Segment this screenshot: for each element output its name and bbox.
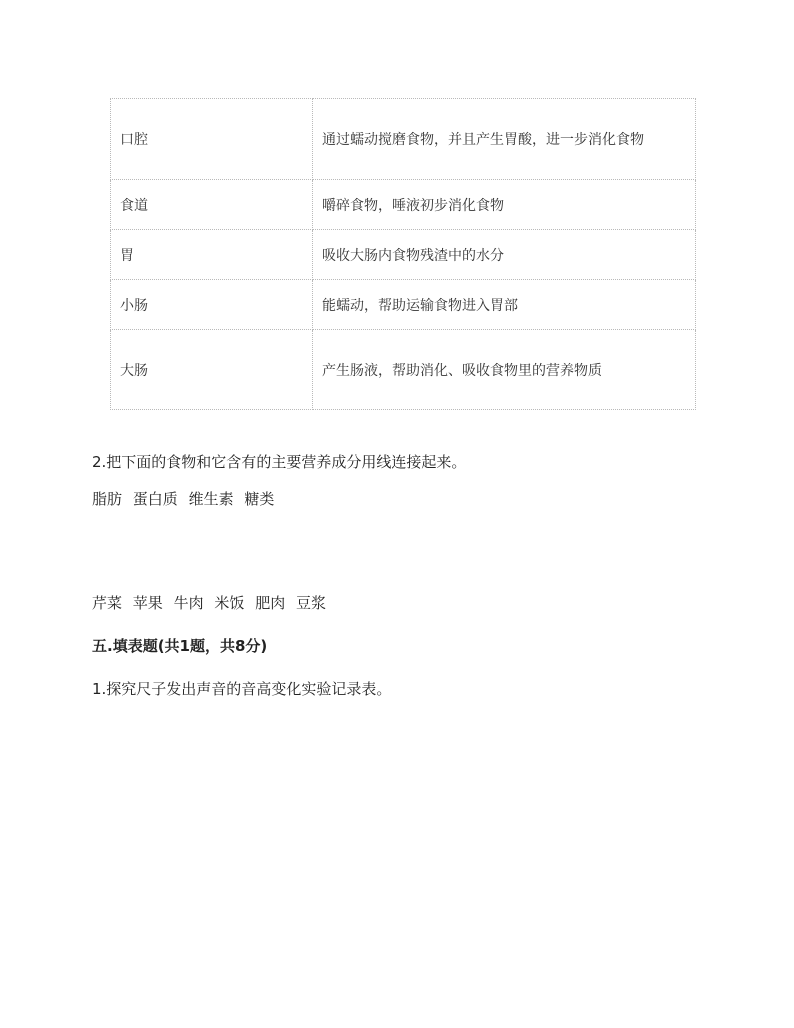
- nutrient-list: [92, 488, 280, 509]
- table-row: [111, 330, 696, 410]
- nutrient-item: 蛋白质: [132, 490, 178, 508]
- function-cell: 能蠕动，帮助运输食物进入胃部: [313, 280, 696, 330]
- nutrient-item: 糖类: [244, 490, 275, 508]
- food-item: 牛肉: [173, 594, 204, 612]
- function-cell: 吸收大肠内食物残渣中的水分: [313, 230, 696, 280]
- section-5-question-1: 1.探究尺子发出声音的音高变化实验记录表。: [92, 680, 392, 698]
- function-cell: 嚼碎食物，唾液初步消化食物: [313, 180, 696, 230]
- table-row: [111, 180, 696, 230]
- table-row: [111, 99, 696, 180]
- nutrient-item: 维生素: [188, 490, 234, 508]
- organ-cell: 大肠: [111, 330, 313, 410]
- food-item: 芹菜: [92, 594, 123, 612]
- organ-cell: 胃: [111, 230, 313, 280]
- section-5-heading: 五.填表题(共1题，共8分): [92, 637, 268, 655]
- food-item: 豆浆: [295, 594, 326, 612]
- function-cell: 通过蠕动搅磨食物，并且产生胃酸，进一步消化食物: [313, 99, 696, 180]
- table-row: [111, 280, 696, 330]
- food-item: 肥肉: [255, 594, 286, 612]
- organ-cell: 小肠: [111, 280, 313, 330]
- organ-function-table: [110, 98, 696, 410]
- organ-cell: 食道: [111, 180, 313, 230]
- food-item: 苹果: [132, 594, 163, 612]
- nutrient-item: 脂肪: [92, 490, 123, 508]
- table-row: [111, 230, 696, 280]
- food-list: [92, 592, 332, 613]
- organ-cell: 口腔: [111, 99, 313, 180]
- food-item: 米饭: [214, 594, 245, 612]
- function-cell: 产生肠液，帮助消化、吸收食物里的营养物质: [313, 330, 696, 410]
- question-2-text: 2.把下面的食物和它含有的主要营养成分用线连接起来。: [92, 453, 467, 471]
